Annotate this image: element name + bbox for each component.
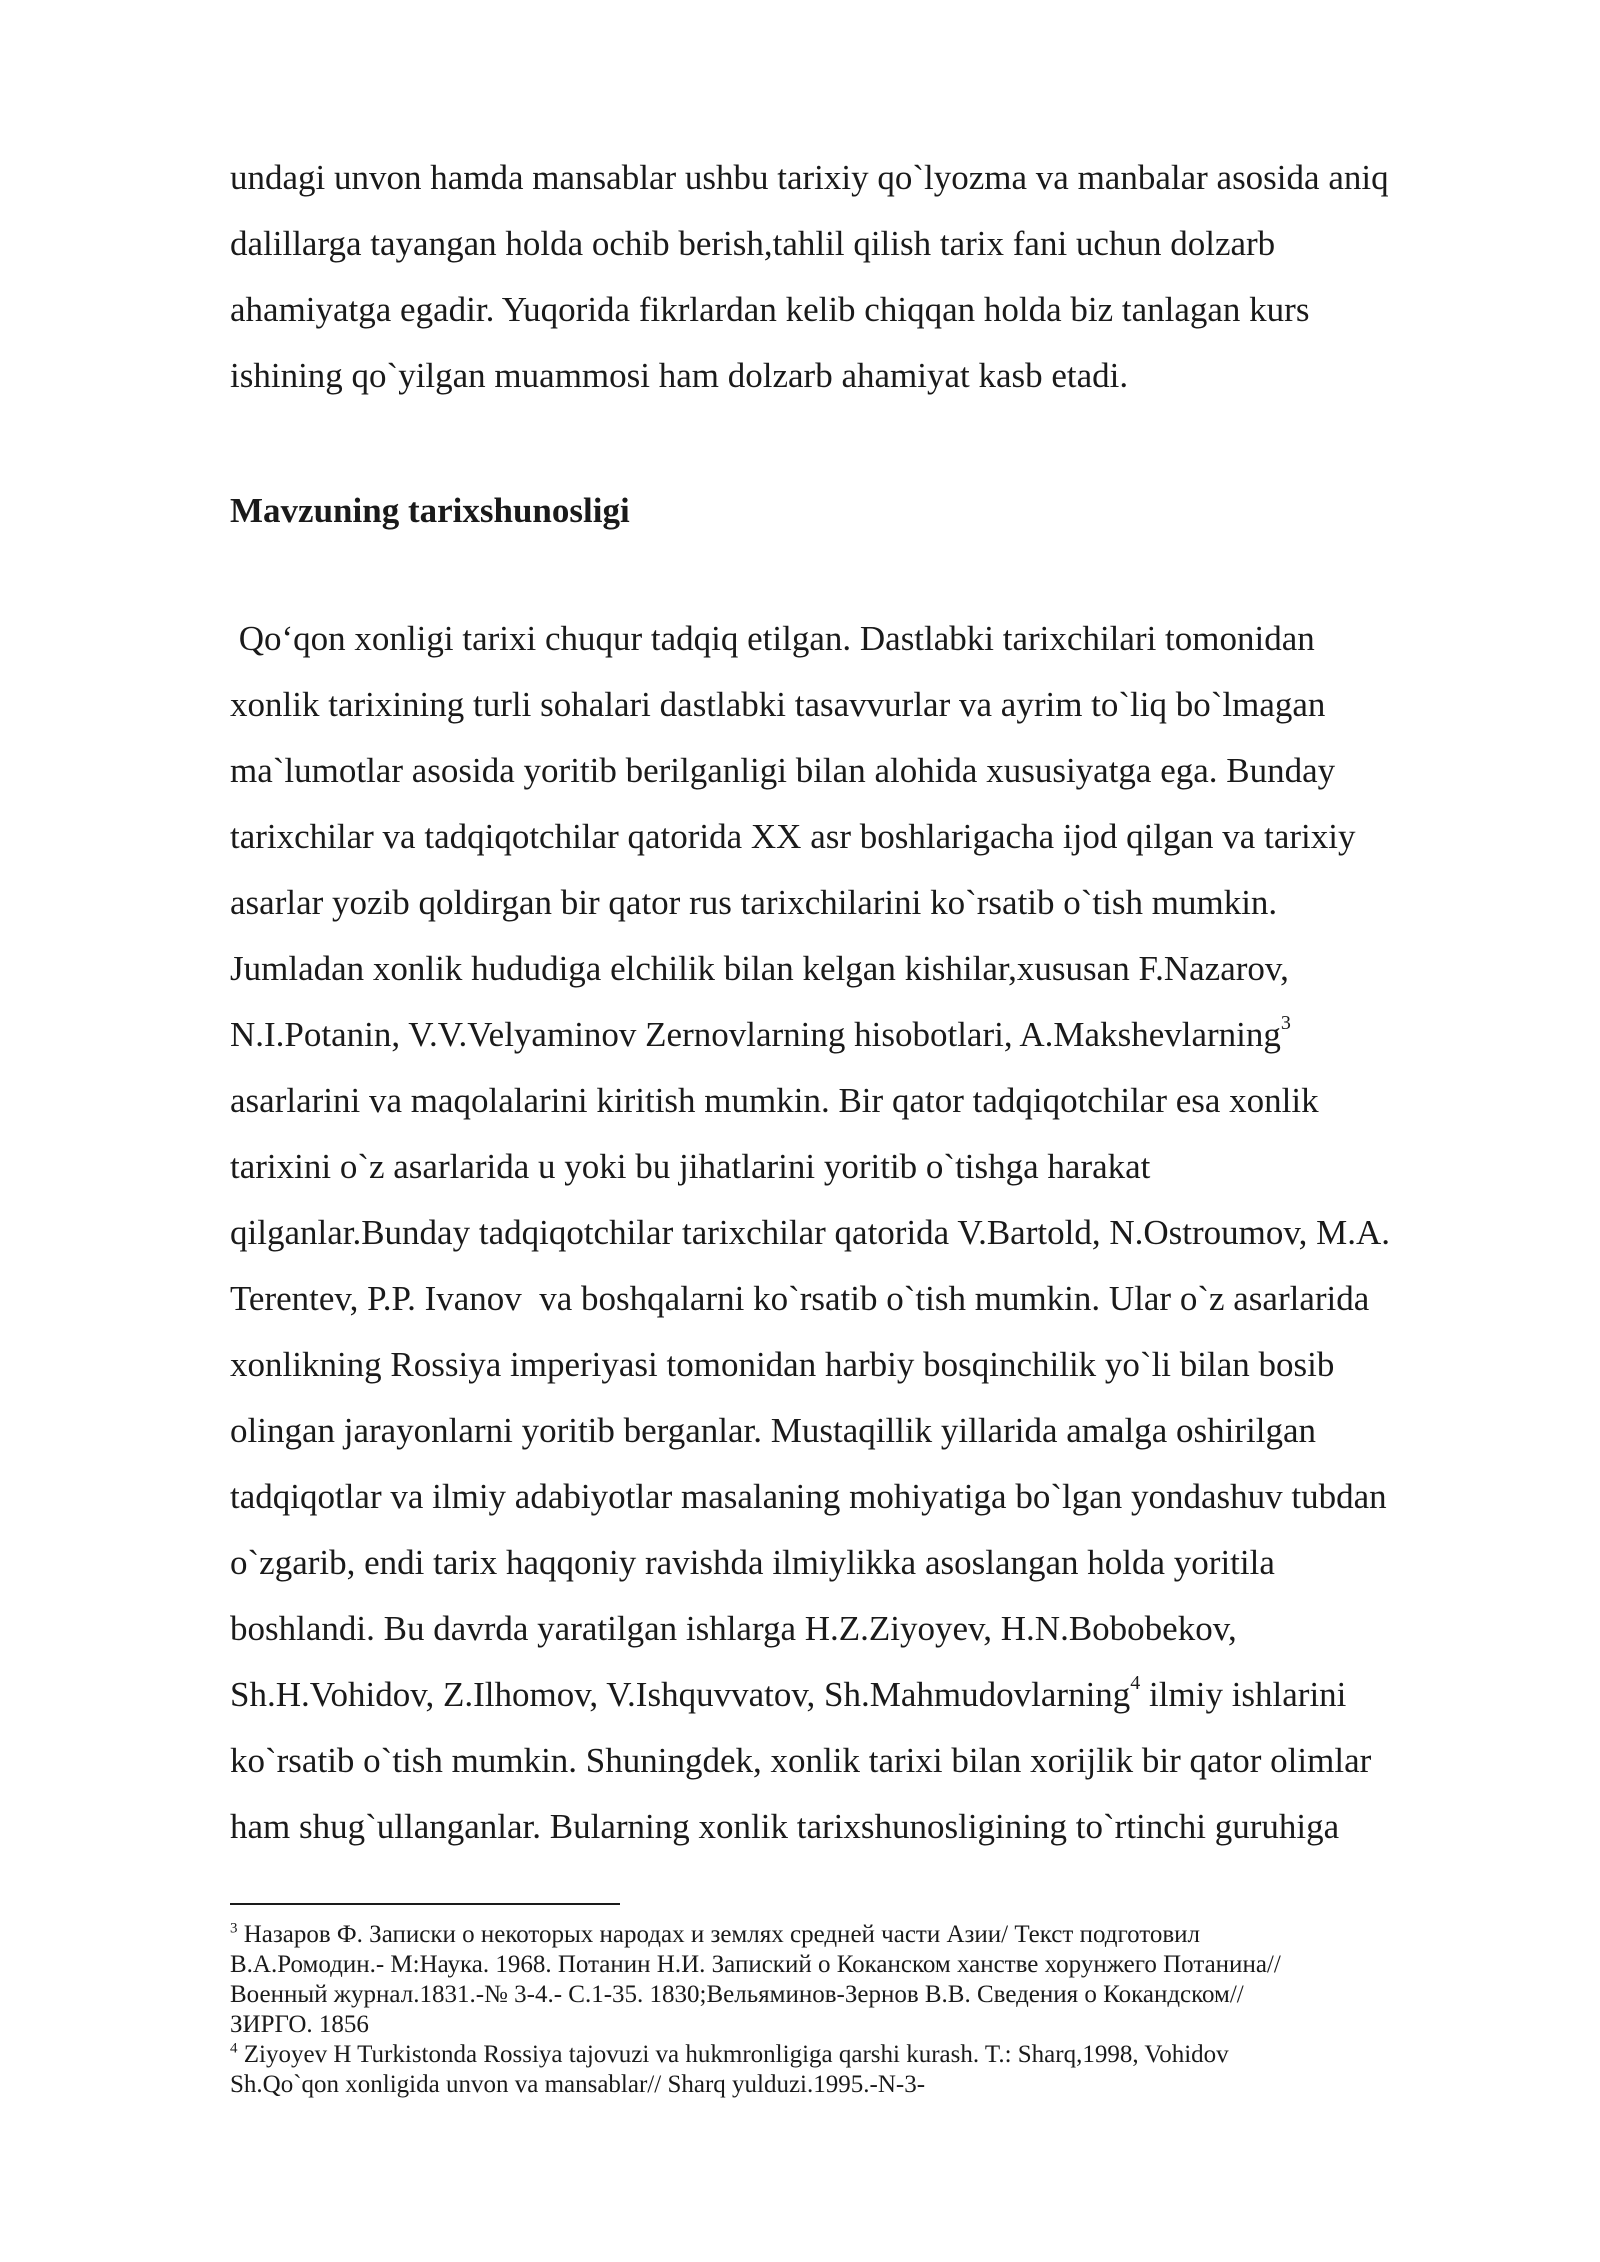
text-line: olingan jarayonlarni yoritib berganlar. Mustaqillik yillarida amalga oshirilgan xyxy=(230,1411,1317,1450)
text-line: Sh.H.Vohidov, Z.Ilhomov, V.Ishquvvatov, Sh.Mahmudovlarning xyxy=(230,1675,1131,1714)
footnote-reference-4[interactable]: 4 xyxy=(1130,1672,1141,1695)
footnote-text: В.А.Ромодин.- М:Наука. 1968. Потанин Н.И. Запиский о Коканском ханстве хорунжего Потанина// xyxy=(230,1951,1281,1978)
text-line: N.I.Potanin, V.V.Velyaminov Zernovlarning hisobotlari, A.Makshevlarning xyxy=(230,1015,1281,1054)
footnote-separator xyxy=(230,1903,620,1905)
text-line: qilganlar.Bunday tadqiqotchilar tarixchilar qatorida V.Bartold, N.Ostroumov, M.A. xyxy=(230,1213,1390,1252)
text-line: dalillarga tayangan holda ochib berish,tahlil qilish tarix fani uchun dolzarb xyxy=(230,224,1276,263)
section-heading: Mavzuning tarixshunosligi xyxy=(230,491,630,530)
footnote-text: Военный журнал.1831.-№ 3-4.- С.1-35. 1830;Вельяминов-Зернов В.В. Сведения о Кокандском// xyxy=(230,1981,1244,2008)
text-line: undagi unvon hamda mansablar ushbu tarixiy qo`lyozma va manbalar asosida aniq xyxy=(230,158,1389,197)
text-line-tail: ilmiy ishlarini xyxy=(1140,1675,1347,1714)
footnote-mark: 4 xyxy=(230,2040,238,2057)
text-line: ahamiyatga egadir. Yuqorida fikrlardan kelib chiqqan holda biz tanlagan kurs xyxy=(230,290,1310,329)
text-line: Terentev, P.P. Ivanov va boshqalarni ko`rsatib o`tish mumkin. Ular o`z asarlarida xyxy=(230,1279,1370,1318)
text-line-with-ref xyxy=(230,1002,1510,1068)
footnote-text: Назаров Ф. Записки о некоторых народах и землях средней части Азии/ Текст подготовил xyxy=(237,1921,1201,1948)
text-line: ko`rsatib o`tish mumkin. Shuningdek, xonlik tarixi bilan xorijlik bir qator olimlar xyxy=(230,1741,1372,1780)
text-line: o`zgarib, endi tarix haqqoniy ravishda ilmiylikka asoslangan holda yoritila xyxy=(230,1543,1275,1582)
footnotes xyxy=(230,1920,1530,2100)
footnote-text: ЗИРГО. 1856 xyxy=(230,2011,369,2038)
text-line: ishining qo`yilgan muammosi ham dolzarb ahamiyat kasb etadi. xyxy=(230,356,1129,395)
text-line-with-ref xyxy=(230,1662,1510,1728)
text-line: tarixchilar va tadqiqotchilar qatorida XX asr boshlarigacha ijod qilgan va tarixiy xyxy=(230,817,1356,856)
footnote-3 xyxy=(230,1920,1530,1950)
footnote-text: Ziyoyev H Turkistonda Rossiya tajovuzi va hukmronligiga qarshi kurash. T.: Sharq,1998, Vohidov xyxy=(237,2041,1229,2068)
main-paragraph xyxy=(230,606,1510,1860)
footnote-text: Sh.Qo`qon xonligida unvon va mansablar// Sharq yulduzi.1995.-N-3- xyxy=(230,2071,926,2098)
text-line: ham shug`ullanganlar. Bularning xonlik tarixshunosligining to`rtinchi guruhiga xyxy=(230,1807,1340,1846)
text-line: Jumladan xonlik hududiga elchilik bilan kelgan kishilar,xususan F.Nazarov, xyxy=(230,949,1289,988)
text-line: asarlar yozib qoldirgan bir qator rus tarixchilarini ko`rsatib o`tish mumkin. xyxy=(230,883,1278,922)
text-line: xonlikning Rossiya imperiyasi tomonidan harbiy bosqinchilik yo`li bilan bosib xyxy=(230,1345,1335,1384)
footnote-mark: 3 xyxy=(230,1920,238,1937)
text-line: boshlandi. Bu davrda yaratilgan ishlarga H.Z.Ziyoyev, H.N.Bobobekov, xyxy=(230,1609,1237,1648)
text-line: tadqiqotlar va ilmiy adabiyotlar masalaning mohiyatiga bo`lgan yondashuv tubdan xyxy=(230,1477,1387,1516)
text-line: tarixini o`z asarlarida u yoki bu jihatlarini yoritib o`tishga harakat xyxy=(230,1147,1151,1186)
text-line: ma`lumotlar asosida yoritib berilganligi bilan alohida xususiyatga ega. Bunday xyxy=(230,751,1336,790)
text-line: Qo‘qon xonligi tarixi chuqur tadqiq etilgan. Dastlabki tarixchilari tomonidan xyxy=(230,619,1315,658)
text-line: xonlik tarixining turli sohalari dastlabki tasavvurlar va ayrim to`liq bo`lmagan xyxy=(230,685,1326,724)
footnote-reference-3[interactable]: 3 xyxy=(1280,1012,1291,1035)
footnote-4 xyxy=(230,2040,1530,2070)
intro-paragraph xyxy=(230,145,1510,409)
text-line: asarlarini va maqolalarini kiritish mumkin. Bir qator tadqiqotchilar esa xonlik xyxy=(230,1081,1319,1120)
